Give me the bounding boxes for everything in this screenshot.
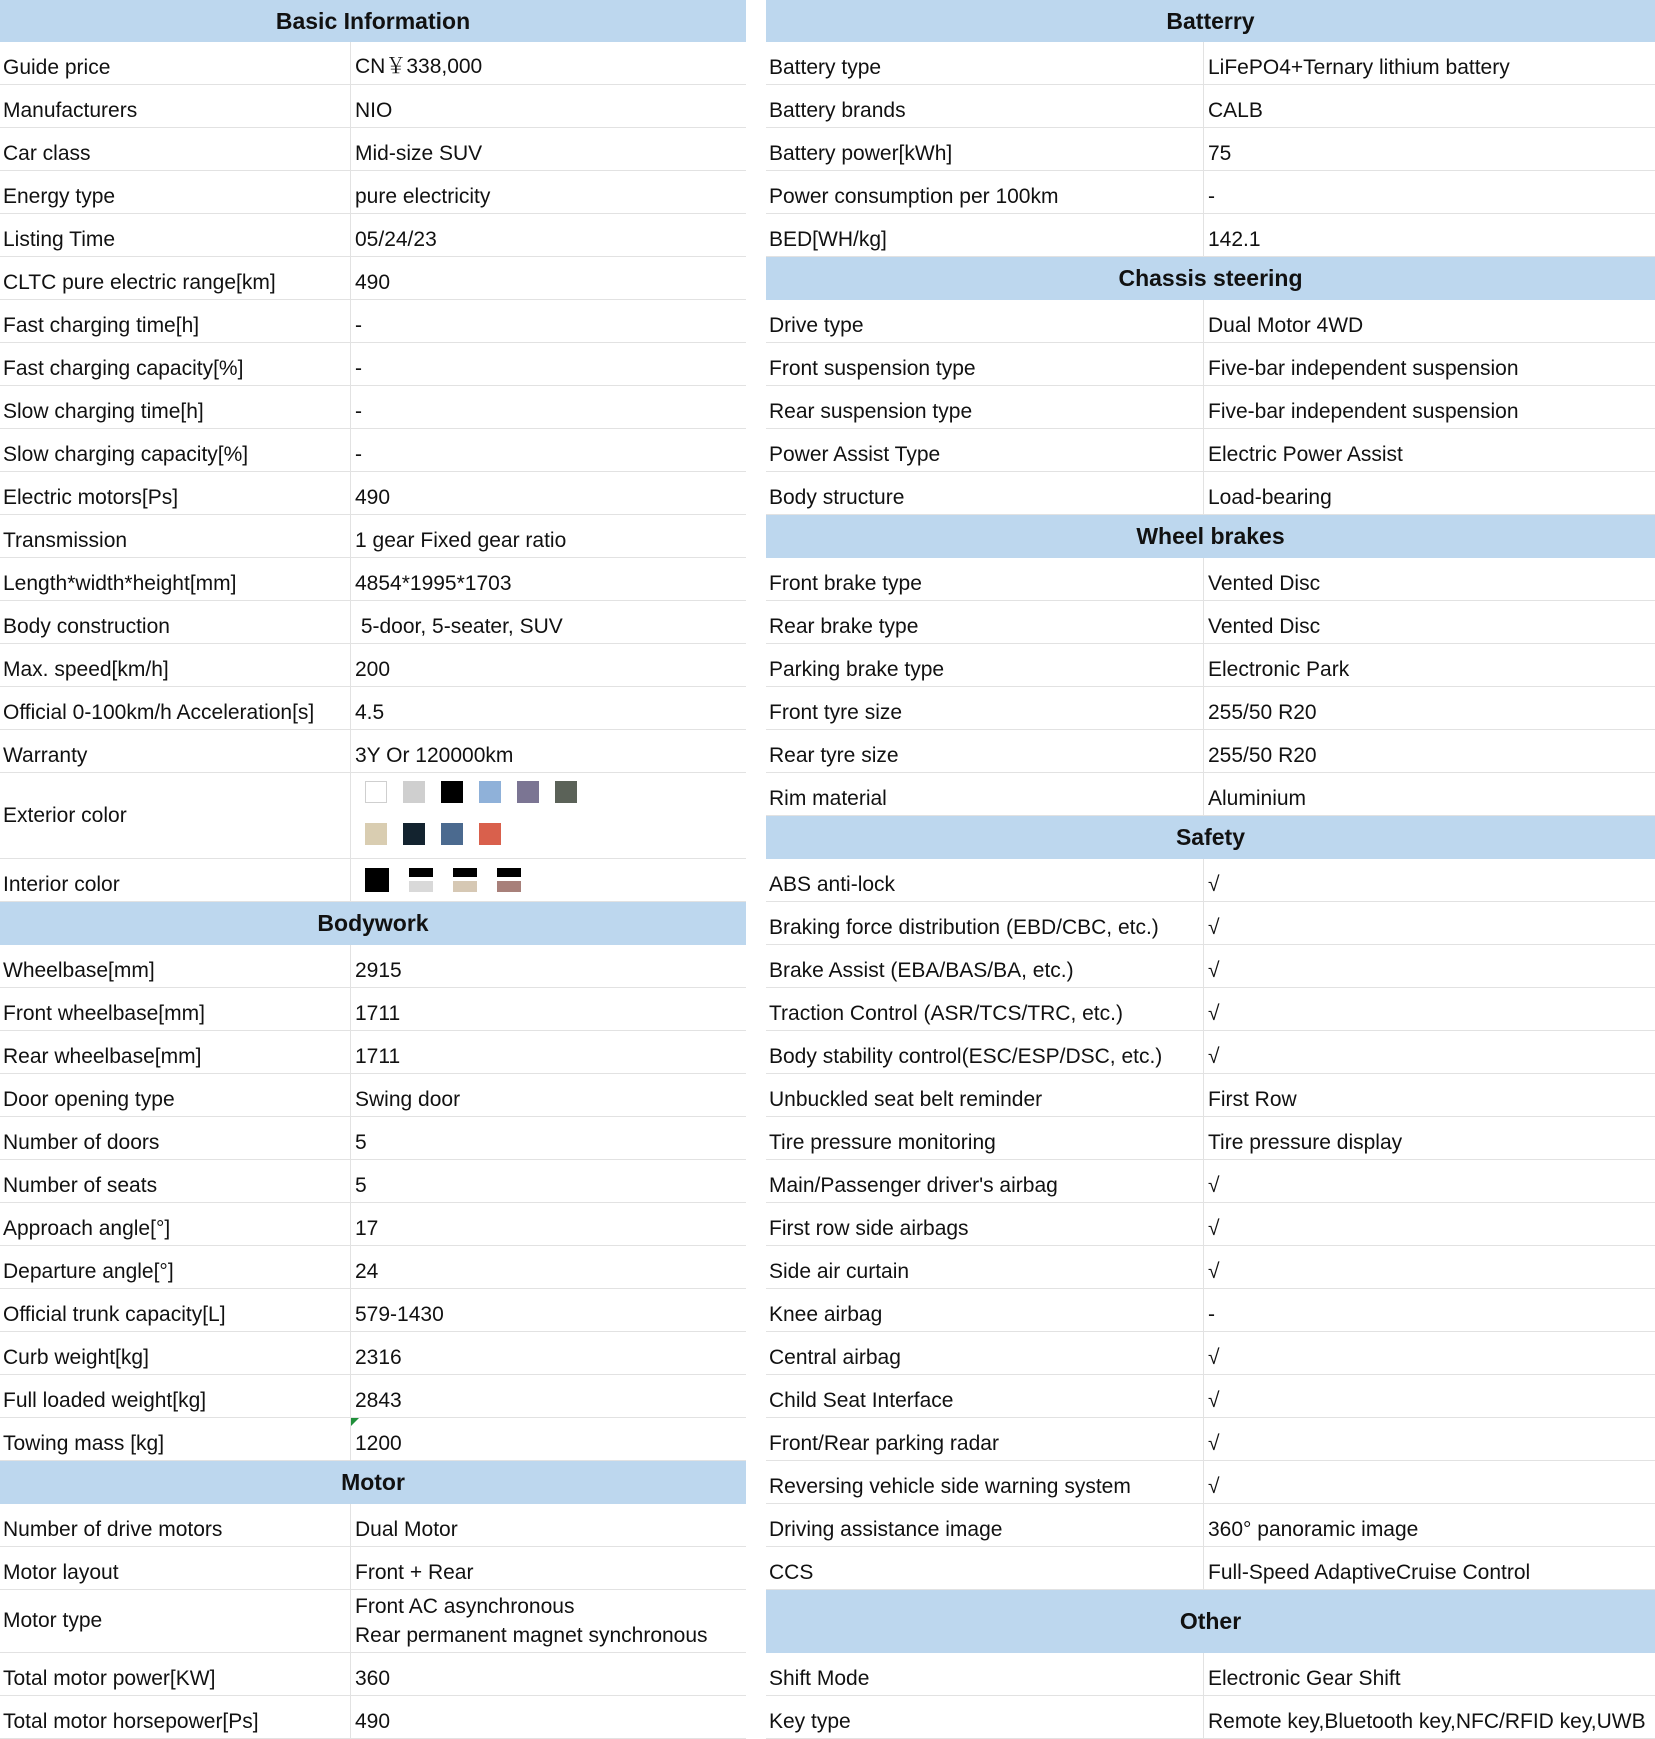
section-header-bodywork: Bodywork	[0, 902, 746, 945]
spec-label: Braking force distribution (EBD/CBC, etc.)	[766, 902, 1204, 944]
spec-row	[0, 300, 746, 343]
spec-value: -	[1208, 185, 1215, 208]
spec-label: Front/Rear parking radar	[766, 1418, 1204, 1460]
spec-value: √	[1208, 959, 1220, 982]
spec-value: -	[355, 314, 362, 337]
spec-value: Electric Power Assist	[1208, 443, 1403, 466]
spec-value: √	[1208, 1174, 1220, 1197]
spec-value: Five-bar independent suspension	[1208, 357, 1519, 380]
spec-label: Side air curtain	[766, 1246, 1204, 1288]
spec-row	[766, 1031, 1655, 1074]
spec-row	[766, 42, 1655, 85]
spec-row	[766, 1074, 1655, 1117]
spec-row	[766, 1504, 1655, 1547]
spec-row	[0, 1074, 746, 1117]
spec-value: Dual Motor	[355, 1518, 458, 1541]
spec-value: Vented Disc	[1208, 572, 1321, 595]
spec-row-interior-color	[0, 859, 746, 902]
spec-value: 1 gear Fixed gear ratio	[355, 529, 567, 552]
spec-row	[766, 945, 1655, 988]
color-swatch	[365, 781, 387, 803]
spec-label: Front brake type	[766, 558, 1204, 600]
spec-row	[0, 429, 746, 472]
spec-row	[766, 343, 1655, 386]
spec-value: 579-1430	[355, 1303, 444, 1326]
spec-value: 490	[355, 486, 391, 509]
spec-row	[0, 730, 746, 773]
color-swatch	[365, 823, 387, 845]
color-swatch	[403, 781, 425, 803]
spec-value: 490	[355, 1710, 391, 1733]
spec-value: 255/50 R20	[1208, 701, 1317, 724]
spec-value: Mid-size SUV	[355, 142, 483, 165]
spec-row	[766, 1461, 1655, 1504]
spec-label: Rim material	[766, 773, 1204, 815]
spec-value: √	[1208, 1475, 1220, 1498]
spec-value: √	[1208, 1217, 1220, 1240]
spec-label: Battery brands	[766, 85, 1204, 127]
swatch-row-1	[365, 781, 577, 803]
section-header-basic-information: Basic Information	[0, 0, 746, 42]
spec-row	[0, 1653, 746, 1696]
spec-label: Front suspension type	[766, 343, 1204, 385]
spec-label: Rear wheelbase[mm]	[0, 1031, 351, 1073]
section-header-other: Other	[766, 1590, 1655, 1653]
spec-row	[766, 128, 1655, 171]
spec-value: 360	[355, 1667, 391, 1690]
spec-value: 17	[355, 1217, 379, 1240]
interior-swatch	[365, 868, 389, 892]
spec-value: CN￥338,000	[355, 55, 483, 78]
spec-value: First Row	[1208, 1088, 1297, 1111]
spec-row	[766, 859, 1655, 902]
spec-value: 2843	[355, 1389, 402, 1412]
spec-label: Wheelbase[mm]	[0, 945, 351, 987]
section-header-chassis-steering: Chassis steering	[766, 257, 1655, 300]
spec-value: NIO	[355, 99, 393, 122]
spec-row	[766, 429, 1655, 472]
spec-label: Exterior color	[0, 773, 351, 858]
spec-label: Curb weight[kg]	[0, 1332, 351, 1374]
spec-value: 2316	[355, 1346, 402, 1369]
spec-label: Drive type	[766, 300, 1204, 342]
spec-row	[766, 1117, 1655, 1160]
spec-row	[0, 1590, 746, 1653]
spec-label: Front wheelbase[mm]	[0, 988, 351, 1030]
spec-label: Rear tyre size	[766, 730, 1204, 772]
interior-swatch	[453, 868, 477, 892]
spec-row	[0, 85, 746, 128]
spec-row	[766, 1375, 1655, 1418]
spec-row	[0, 1203, 746, 1246]
spec-row	[766, 1203, 1655, 1246]
spec-value: √	[1208, 1002, 1220, 1025]
spec-value: 142.1	[1208, 228, 1261, 251]
spec-value: 1711	[355, 1045, 401, 1068]
spec-value: Front + Rear	[355, 1561, 474, 1584]
spec-row	[0, 515, 746, 558]
spec-row	[0, 1504, 746, 1547]
spec-label: Rear suspension type	[766, 386, 1204, 428]
spec-value: √	[1208, 1432, 1220, 1455]
spec-row	[766, 687, 1655, 730]
spec-value: Five-bar independent suspension	[1208, 400, 1519, 423]
spec-row	[0, 472, 746, 515]
spec-label: Towing mass [kg]	[0, 1418, 351, 1460]
spec-row	[766, 1246, 1655, 1289]
spec-row	[0, 1418, 746, 1461]
spec-value: √	[1208, 1260, 1220, 1283]
spec-value: √	[1208, 1045, 1220, 1068]
spec-label: Official trunk capacity[L]	[0, 1289, 351, 1331]
spec-label: Battery power[kWh]	[766, 128, 1204, 170]
spec-label: Fast charging capacity[%]	[0, 343, 351, 385]
swatch-row-2	[365, 823, 577, 845]
spec-label: Motor layout	[0, 1547, 351, 1589]
spec-label: Electric motors[Ps]	[0, 472, 351, 514]
spec-row	[766, 988, 1655, 1031]
spec-row	[0, 1117, 746, 1160]
color-swatch	[555, 781, 577, 803]
spec-value: Swing door	[355, 1088, 461, 1111]
spec-value: Electronic Gear Shift	[1208, 1667, 1401, 1690]
spec-value: 05/24/23	[355, 228, 437, 251]
spec-value: -	[355, 443, 362, 466]
spec-row	[0, 601, 746, 644]
spec-row	[766, 601, 1655, 644]
spec-value: Full-Speed AdaptiveCruise Control	[1208, 1561, 1531, 1584]
spec-row	[0, 214, 746, 257]
spec-label: Tire pressure monitoring	[766, 1117, 1204, 1159]
spec-label: Energy type	[0, 171, 351, 213]
spec-value: 3Y Or 120000km	[355, 744, 514, 767]
spec-label: Body stability control(ESC/ESP/DSC, etc.)	[766, 1031, 1204, 1073]
spec-value: -	[1208, 1303, 1215, 1326]
spec-value: Load-bearing	[1208, 486, 1332, 509]
spec-row	[766, 300, 1655, 343]
spec-label: Parking brake type	[766, 644, 1204, 686]
spec-row	[766, 1547, 1655, 1590]
spec-value: √	[1208, 873, 1220, 896]
spec-label: Traction Control (ASR/TCS/TRC, etc.)	[766, 988, 1204, 1030]
color-swatch	[441, 781, 463, 803]
spec-value: pure electricity	[355, 185, 491, 208]
interior-swatch	[409, 868, 433, 892]
spec-label: Slow charging time[h]	[0, 386, 351, 428]
interior-swatch	[497, 868, 521, 892]
spec-value-multiline	[351, 1590, 746, 1652]
spec-label: Number of doors	[0, 1117, 351, 1159]
spec-row	[0, 1031, 746, 1074]
spec-value: -	[355, 400, 362, 423]
spec-row	[0, 1696, 746, 1739]
spec-row	[0, 257, 746, 300]
spec-row	[766, 85, 1655, 128]
color-swatch	[517, 781, 539, 803]
spec-label: Battery type	[766, 42, 1204, 84]
spec-value: 490	[355, 271, 391, 294]
spec-value: √	[1208, 916, 1220, 939]
spec-row	[766, 1653, 1655, 1696]
color-swatch	[479, 823, 501, 845]
spec-row	[766, 1289, 1655, 1332]
spec-row	[766, 1160, 1655, 1203]
spec-row	[766, 730, 1655, 773]
spec-value-line-2: Rear permanent magnet synchronous	[355, 1624, 708, 1647]
section-header-battery: Batterry	[766, 0, 1655, 42]
spec-label: Total motor power[KW]	[0, 1653, 351, 1695]
spec-row	[766, 386, 1655, 429]
spec-label: Rear brake type	[766, 601, 1204, 643]
spec-row	[0, 687, 746, 730]
spec-label: Full loaded weight[kg]	[0, 1375, 351, 1417]
swatch-group	[355, 773, 577, 845]
section-header-motor: Motor	[0, 1461, 746, 1504]
cell-comment-marker	[351, 1418, 359, 1426]
spec-row-exterior-color	[0, 773, 746, 859]
spec-label: CCS	[766, 1547, 1204, 1589]
spec-value: 5	[355, 1131, 367, 1154]
spec-value: CALB	[1208, 99, 1263, 122]
spec-label: Max. speed[km/h]	[0, 644, 351, 686]
spec-row	[766, 472, 1655, 515]
spec-row	[0, 945, 746, 988]
spec-label: Fast charging time[h]	[0, 300, 351, 342]
spec-value-cell	[351, 1418, 746, 1460]
spec-label: Listing Time	[0, 214, 351, 256]
spec-label: Official 0-100km/h Acceleration[s]	[0, 687, 351, 729]
spec-row	[0, 171, 746, 214]
spec-value: 360° panoramic image	[1208, 1518, 1419, 1541]
spec-label: Driving assistance image	[766, 1504, 1204, 1546]
spec-row	[766, 214, 1655, 257]
spec-row	[0, 1289, 746, 1332]
spec-value: 5	[355, 1174, 367, 1197]
spec-row	[0, 1160, 746, 1203]
spec-value: 24	[355, 1260, 379, 1283]
spec-label: First row side airbags	[766, 1203, 1204, 1245]
spec-row	[766, 171, 1655, 214]
spec-value: 5-door, 5-seater, SUV	[355, 615, 563, 638]
spec-label: Length*width*height[mm]	[0, 558, 351, 600]
spec-row	[766, 644, 1655, 687]
spec-row	[0, 1246, 746, 1289]
spec-label: Departure angle[°]	[0, 1246, 351, 1288]
exterior-color-swatches	[351, 773, 746, 858]
spec-value-line-1: Front AC asynchronous	[355, 1595, 575, 1618]
spec-value: 2915	[355, 959, 402, 982]
spec-label: Approach angle[°]	[0, 1203, 351, 1245]
spec-row	[766, 1418, 1655, 1461]
spec-row	[766, 558, 1655, 601]
spec-row	[0, 644, 746, 687]
spec-label: Front tyre size	[766, 687, 1204, 729]
spec-value: -	[355, 357, 362, 380]
spec-label: Car class	[0, 128, 351, 170]
section-header-wheel-brakes: Wheel brakes	[766, 515, 1655, 558]
spec-label: Slow charging capacity[%]	[0, 429, 351, 471]
spec-label: Manufacturers	[0, 85, 351, 127]
spec-value: 4854*1995*1703	[355, 572, 512, 595]
spec-label: Main/Passenger driver's airbag	[766, 1160, 1204, 1202]
color-swatch	[403, 823, 425, 845]
spec-label: Power consumption per 100km	[766, 171, 1204, 213]
spec-label: Reversing vehicle side warning system	[766, 1461, 1204, 1503]
spec-value: Remote key,Bluetooth key,NFC/RFID key,UWB	[1208, 1710, 1646, 1733]
spec-row	[0, 1332, 746, 1375]
spec-row	[0, 558, 746, 601]
spec-label: Door opening type	[0, 1074, 351, 1116]
spec-label: Body structure	[766, 472, 1204, 514]
spec-row	[766, 902, 1655, 945]
spec-row	[0, 128, 746, 171]
section-header-safety: Safety	[766, 816, 1655, 859]
spec-value: 75	[1208, 142, 1232, 165]
spec-row	[0, 1547, 746, 1590]
spec-label: Knee airbag	[766, 1289, 1204, 1331]
spec-row	[0, 42, 746, 85]
spec-row	[0, 988, 746, 1031]
spec-label: Body construction	[0, 601, 351, 643]
spec-label: Unbuckled seat belt reminder	[766, 1074, 1204, 1116]
spec-value: 255/50 R20	[1208, 744, 1317, 767]
spec-value: Dual Motor 4WD	[1208, 314, 1364, 337]
left-spec-column	[0, 0, 746, 1739]
spec-label: Central airbag	[766, 1332, 1204, 1374]
spec-label: ABS anti-lock	[766, 859, 1204, 901]
spec-value: Aluminium	[1208, 787, 1307, 810]
color-swatch	[479, 781, 501, 803]
spec-value: Vented Disc	[1208, 615, 1321, 638]
spec-label: Power Assist Type	[766, 429, 1204, 471]
spec-label: Child Seat Interface	[766, 1375, 1204, 1417]
spec-label: Shift Mode	[766, 1653, 1204, 1695]
spec-label: Number of seats	[0, 1160, 351, 1202]
spec-value: √	[1208, 1346, 1220, 1369]
spec-label: Number of drive motors	[0, 1504, 351, 1546]
spec-label: CLTC pure electric range[km]	[0, 257, 351, 299]
spec-label: Key type	[766, 1696, 1204, 1738]
spec-value: Electronic Park	[1208, 658, 1350, 681]
spec-value: √	[1208, 1389, 1220, 1412]
spec-label: BED[WH/kg]	[766, 214, 1204, 256]
spec-label: Motor type	[0, 1590, 351, 1652]
spec-row	[766, 1696, 1655, 1739]
spec-row	[766, 773, 1655, 816]
spec-row	[0, 386, 746, 429]
spec-value: LiFePO4+Ternary lithium battery	[1208, 56, 1510, 79]
spec-row	[0, 1375, 746, 1418]
right-spec-column	[766, 0, 1655, 1739]
spec-row	[766, 1332, 1655, 1375]
spec-label: Interior color	[0, 859, 351, 901]
spec-row	[0, 343, 746, 386]
spec-value: 1711	[355, 1002, 401, 1025]
spec-value: 200	[355, 658, 391, 681]
spec-label: Transmission	[0, 515, 351, 557]
spec-value: 4.5	[355, 701, 385, 724]
spec-label: Warranty	[0, 730, 351, 772]
swatch-row	[355, 868, 521, 892]
spec-value: 1200	[355, 1432, 402, 1455]
color-swatch	[441, 823, 463, 845]
interior-color-swatches	[351, 859, 746, 901]
spec-label: Guide price	[0, 42, 351, 84]
spec-label: Total motor horsepower[Ps]	[0, 1696, 351, 1738]
spec-value: Tire pressure display	[1208, 1131, 1403, 1154]
spec-label: Brake Assist (EBA/BAS/BA, etc.)	[766, 945, 1204, 987]
